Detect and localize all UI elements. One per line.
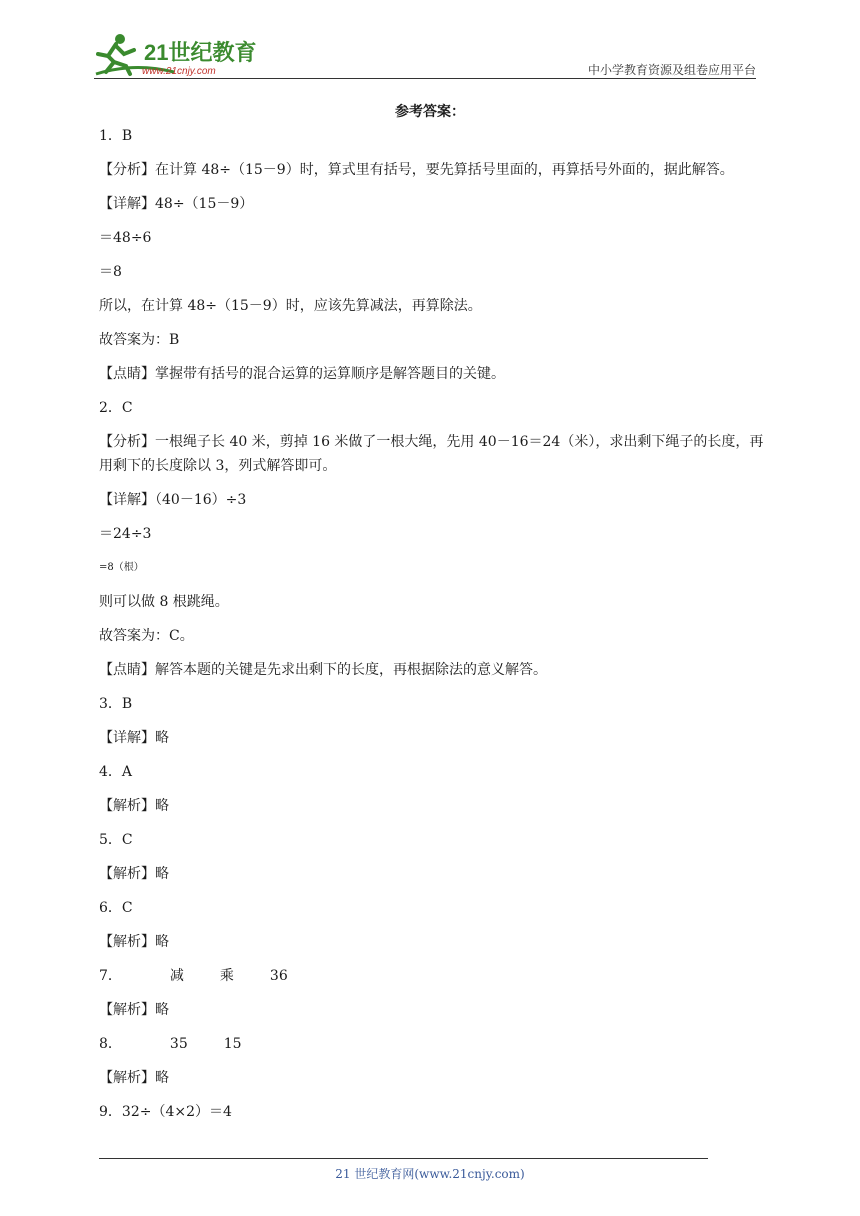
q3-answer: 3．B bbox=[99, 696, 133, 712]
q8-blank-1: 35 bbox=[169, 1036, 188, 1052]
q6-answer: 6．C bbox=[99, 900, 133, 916]
q9-answer: 9．32÷（4×2）＝4 bbox=[99, 1104, 232, 1120]
q2-final: 故答案为：C。 bbox=[99, 628, 194, 644]
q2-step: ＝24÷3 bbox=[99, 526, 152, 542]
q2-step: =8（根） bbox=[99, 562, 144, 573]
q1-final: 故答案为：B bbox=[99, 332, 180, 348]
q8-blank-2: 15 bbox=[223, 1036, 242, 1052]
q1-step: ＝8 bbox=[99, 264, 122, 280]
q8-answer bbox=[99, 1032, 769, 1056]
site-logo[interactable] bbox=[94, 32, 264, 78]
q8-note: 【解析】略 bbox=[99, 1070, 169, 1086]
footer-link[interactable]: 21 世纪教育网(www.21cnjy.com) bbox=[335, 1167, 525, 1181]
q1-detail: 【详解】48÷（15－9） bbox=[99, 196, 254, 212]
q7-blank-2: 乘 bbox=[219, 968, 234, 984]
q3-note: 【详解】略 bbox=[99, 730, 169, 746]
q2-detail: 【详解】（40－16）÷3 bbox=[99, 492, 247, 508]
header-platform-text: 中小学教育资源及组卷应用平台 bbox=[587, 63, 756, 77]
answer-content bbox=[99, 124, 769, 1134]
svg-text:www.21cnjy.com: www.21cnjy.com bbox=[142, 66, 216, 77]
footer-divider bbox=[99, 1158, 708, 1159]
q5-answer: 5．C bbox=[99, 832, 133, 848]
q4-note: 【解析】略 bbox=[99, 798, 169, 814]
q7-number: 7． bbox=[99, 968, 122, 984]
q2-conclusion: 则可以做 8 根跳绳。 bbox=[99, 594, 229, 610]
page-title: 参考答案： bbox=[395, 104, 465, 120]
q4-answer: 4．A bbox=[99, 764, 133, 780]
header-divider bbox=[94, 78, 756, 79]
q1-answer: 1．B bbox=[99, 128, 133, 144]
q5-note: 【解析】略 bbox=[99, 866, 169, 882]
q2-comment: 【点睛】解答本题的关键是先求出剩下的长度，再根据除法的意义解答。 bbox=[99, 662, 547, 678]
q6-note: 【解析】略 bbox=[99, 934, 169, 950]
q1-comment: 【点睛】掌握带有括号的混合运算的运算顺序是解答题目的关键。 bbox=[99, 366, 505, 382]
svg-text:21世纪教育: 21世纪教育 bbox=[144, 40, 257, 65]
q7-blank-3: 36 bbox=[269, 968, 288, 984]
q7-answer bbox=[99, 964, 769, 988]
q2-analysis: 【分析】一根绳子长 40 米，剪掉 16 米做了一根大绳，先用 40－16＝24（米），求出剩下绳子的长度，再用剩下的长度除以 3，列式解答即可。 bbox=[99, 434, 764, 474]
page-header bbox=[0, 0, 860, 80]
q1-analysis: 【分析】在计算 48÷（15－9）时，算式里有括号，要先算括号里面的，再算括号外面的，据此解答。 bbox=[99, 162, 734, 178]
q7-note: 【解析】略 bbox=[99, 1002, 169, 1018]
q8-number: 8． bbox=[99, 1036, 122, 1052]
q7-blank-1: 减 bbox=[169, 968, 184, 984]
q1-step: ＝48÷6 bbox=[99, 230, 152, 246]
q2-answer: 2．C bbox=[99, 400, 133, 416]
runner-logo-icon bbox=[94, 32, 264, 78]
q1-conclusion: 所以，在计算 48÷（15－9）时，应该先算减法，再算除法。 bbox=[99, 298, 482, 314]
